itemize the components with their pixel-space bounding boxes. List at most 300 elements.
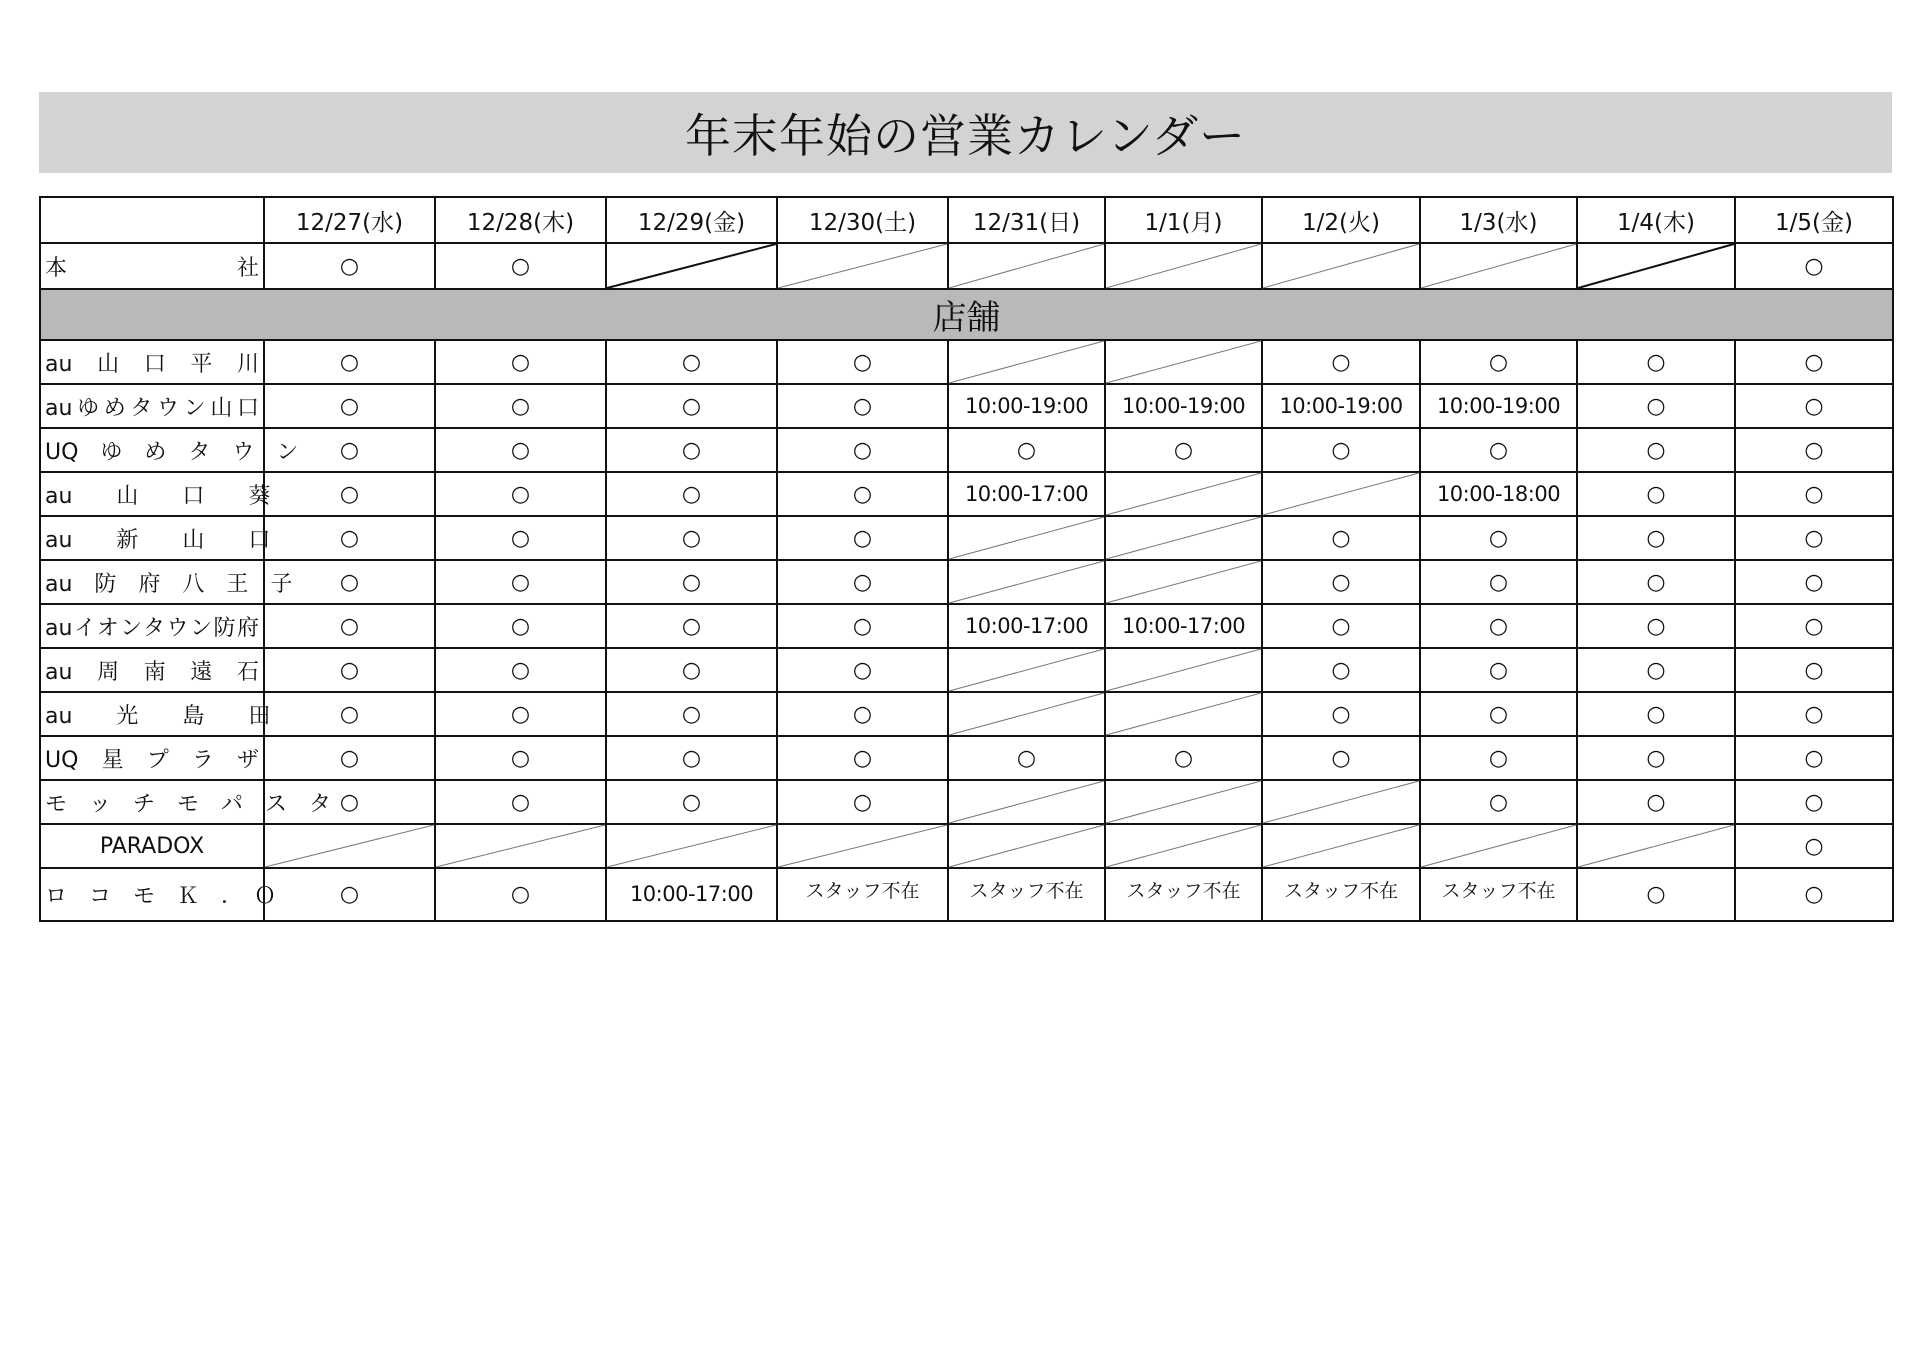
closed-slash-icon (949, 561, 1104, 603)
open-cell (435, 243, 606, 289)
open-cell (1577, 692, 1735, 736)
open-mark: ○ (1016, 437, 1037, 463)
closed-slash-icon (1421, 244, 1576, 288)
closed-slash-icon (1263, 781, 1419, 823)
open-cell (1420, 780, 1577, 824)
open-mark: ○ (510, 613, 531, 639)
closed-cell (1262, 780, 1420, 824)
closed-cell (948, 340, 1105, 384)
open-cell (1735, 384, 1893, 428)
closed-cell (1105, 516, 1262, 560)
open-cell (1577, 472, 1735, 516)
open-mark: ○ (852, 569, 873, 595)
closed-slash-icon (949, 825, 1104, 867)
store-name: UQ 星 プ ラ ザ (40, 736, 264, 780)
store-name: au 新 山 口 (40, 516, 264, 560)
store-row (40, 472, 1893, 516)
open-mark: ○ (852, 745, 873, 771)
open-mark: ○ (1804, 789, 1824, 815)
open-cell (264, 384, 435, 428)
closed-cell (1105, 780, 1262, 824)
open-cell (948, 736, 1105, 780)
open-cell (1262, 604, 1420, 648)
open-mark: ○ (1331, 745, 1351, 771)
closed-slash-icon (1263, 473, 1419, 515)
closed-cell (777, 243, 948, 289)
closed-cell (1105, 824, 1262, 868)
hours-cell (948, 384, 1105, 428)
open-cell (1735, 604, 1893, 648)
store-row (40, 736, 1893, 780)
open-mark: ○ (339, 253, 360, 279)
closed-slash-icon (1106, 781, 1261, 823)
open-mark: ○ (339, 437, 360, 463)
open-cell (1420, 340, 1577, 384)
open-mark: ○ (1331, 701, 1351, 727)
business-hours: 10:00-18:00 (1436, 481, 1561, 506)
closed-slash-icon (1106, 517, 1261, 559)
date-header: 12/29(金) (606, 197, 777, 243)
open-mark: ○ (1488, 657, 1509, 683)
store-name: ロ コ モ Ｋ ． Ｏ (40, 868, 264, 921)
open-mark: ○ (1488, 745, 1509, 771)
open-cell (606, 428, 777, 472)
closed-slash-icon (1106, 825, 1261, 867)
open-cell (264, 340, 435, 384)
staff-absent-cell (1105, 868, 1262, 921)
open-mark: ○ (1488, 349, 1509, 375)
staff-absent-cell (1420, 868, 1577, 921)
closed-slash-icon (1106, 341, 1261, 383)
open-mark: ○ (339, 569, 360, 595)
open-cell (1735, 780, 1893, 824)
open-cell (1735, 648, 1893, 692)
closed-slash-icon (949, 517, 1104, 559)
closed-cell (948, 824, 1105, 868)
open-cell (777, 340, 948, 384)
closed-slash-icon (1578, 825, 1734, 867)
closed-cell (1105, 340, 1262, 384)
open-cell (1420, 560, 1577, 604)
closed-cell (1105, 472, 1262, 516)
open-mark: ○ (1331, 569, 1351, 595)
staff-absent-note: スタッフ不在 (1126, 880, 1241, 902)
open-cell (1577, 428, 1735, 472)
open-cell (777, 648, 948, 692)
open-mark: ○ (681, 349, 702, 375)
open-mark: ○ (852, 437, 873, 463)
open-cell (435, 516, 606, 560)
open-cell (435, 384, 606, 428)
open-cell (264, 472, 435, 516)
open-mark: ○ (852, 789, 873, 815)
open-cell (264, 780, 435, 824)
open-mark: ○ (339, 657, 360, 683)
open-cell (264, 428, 435, 472)
open-mark: ○ (1804, 882, 1824, 907)
open-cell (777, 780, 948, 824)
hq-name: 本 社 (40, 243, 264, 289)
open-mark: ○ (1804, 349, 1824, 375)
store-name: au 防 府 八 王 子 (40, 560, 264, 604)
closed-slash-icon (1106, 244, 1261, 288)
closed-slash-icon (1263, 244, 1419, 288)
open-cell (1262, 560, 1420, 604)
open-mark: ○ (681, 481, 702, 507)
open-mark: ○ (339, 349, 360, 375)
open-cell (1105, 428, 1262, 472)
business-hours: 10:00-17:00 (964, 481, 1089, 506)
open-cell (777, 472, 948, 516)
header-corner (40, 197, 264, 243)
closed-cell (948, 243, 1105, 289)
open-cell (264, 648, 435, 692)
store-row (40, 428, 1893, 472)
open-cell (264, 604, 435, 648)
open-cell (435, 428, 606, 472)
open-mark: ○ (1646, 789, 1666, 815)
open-mark: ○ (339, 789, 360, 815)
open-mark: ○ (1488, 789, 1509, 815)
hours-cell (1420, 384, 1577, 428)
open-cell (1420, 692, 1577, 736)
store-row (40, 604, 1893, 648)
open-mark: ○ (339, 745, 360, 771)
open-cell (606, 472, 777, 516)
open-cell (606, 648, 777, 692)
open-cell (1420, 604, 1577, 648)
closed-cell (1577, 824, 1735, 868)
open-cell (435, 736, 606, 780)
open-cell (777, 736, 948, 780)
open-cell (1262, 516, 1420, 560)
open-cell (1577, 868, 1735, 921)
open-cell (606, 604, 777, 648)
open-cell (435, 692, 606, 736)
open-cell (1262, 428, 1420, 472)
open-cell (264, 736, 435, 780)
business-hours: 10:00-19:00 (1121, 393, 1246, 418)
hours-cell (1420, 472, 1577, 516)
closed-cell (1420, 824, 1577, 868)
date-header: 12/31(日) (948, 197, 1105, 243)
business-hours: 10:00-19:00 (964, 393, 1089, 418)
closed-cell (1577, 243, 1735, 289)
open-mark: ○ (510, 745, 531, 771)
store-name: UQ ゆ め タ ウ ン (40, 428, 264, 472)
open-cell (1577, 340, 1735, 384)
closed-cell (948, 560, 1105, 604)
open-mark: ○ (852, 349, 873, 375)
open-cell (1262, 340, 1420, 384)
open-mark: ○ (1331, 349, 1351, 375)
business-hours: 10:00-19:00 (1279, 393, 1403, 418)
open-mark: ○ (1804, 253, 1824, 279)
open-cell (264, 868, 435, 921)
open-cell (606, 692, 777, 736)
open-mark: ○ (681, 657, 702, 683)
open-mark: ○ (1804, 745, 1824, 771)
open-mark: ○ (339, 701, 360, 727)
open-mark: ○ (339, 525, 360, 551)
store-row (40, 384, 1893, 428)
hours-cell (948, 604, 1105, 648)
open-cell (606, 516, 777, 560)
closed-slash-icon (949, 244, 1104, 288)
open-mark: ○ (681, 569, 702, 595)
open-cell (606, 384, 777, 428)
page-title: 年末年始の営業カレンダー (39, 92, 1892, 173)
store-name: モ ッ チ モ パ ス タ (40, 780, 264, 824)
store-row (40, 648, 1893, 692)
closed-cell (1105, 243, 1262, 289)
open-mark: ○ (1646, 481, 1666, 507)
open-mark: ○ (510, 349, 531, 375)
open-mark: ○ (1646, 525, 1666, 551)
open-cell (435, 340, 606, 384)
open-cell (1577, 384, 1735, 428)
open-cell (1577, 516, 1735, 560)
open-cell (777, 516, 948, 560)
open-mark: ○ (510, 701, 531, 727)
closed-cell (1105, 560, 1262, 604)
store-name: au 光 島 田 (40, 692, 264, 736)
hq-row (40, 243, 1893, 289)
open-cell (264, 560, 435, 604)
closed-slash-icon (436, 825, 605, 867)
open-mark: ○ (852, 613, 873, 639)
open-cell (1735, 736, 1893, 780)
closed-slash-icon (1106, 561, 1261, 603)
staff-absent-cell (777, 868, 948, 921)
date-header: 12/27(水) (264, 197, 435, 243)
hours-cell (1105, 384, 1262, 428)
store-name: au 山 口 葵 (40, 472, 264, 516)
closed-slash-icon (1263, 825, 1419, 867)
open-mark: ○ (681, 701, 702, 727)
open-mark: ○ (1804, 393, 1824, 419)
store-row (40, 824, 1893, 868)
open-cell (435, 868, 606, 921)
hours-cell (948, 472, 1105, 516)
open-cell (1735, 516, 1893, 560)
staff-absent-cell (1262, 868, 1420, 921)
closed-cell (435, 824, 606, 868)
open-mark: ○ (1646, 349, 1666, 375)
date-header: 1/2(火) (1262, 197, 1420, 243)
open-mark: ○ (1173, 745, 1194, 771)
open-cell (264, 692, 435, 736)
closed-cell (948, 648, 1105, 692)
open-mark: ○ (510, 525, 531, 551)
open-mark: ○ (1804, 657, 1824, 683)
open-cell (777, 692, 948, 736)
closed-cell (948, 692, 1105, 736)
open-cell (1735, 340, 1893, 384)
open-cell (948, 428, 1105, 472)
calendar-table (39, 196, 1894, 922)
open-cell (1420, 648, 1577, 692)
closed-cell (948, 780, 1105, 824)
closed-slash-icon (778, 825, 947, 867)
store-name: auイオンタウン防府 (40, 604, 264, 648)
open-mark: ○ (510, 481, 531, 507)
open-mark: ○ (1488, 437, 1509, 463)
staff-absent-cell (948, 868, 1105, 921)
closed-slash-icon (1421, 825, 1576, 867)
open-mark: ○ (1646, 393, 1666, 419)
closed-slash-icon (778, 244, 947, 288)
open-mark: ○ (1646, 569, 1666, 595)
open-cell (606, 560, 777, 604)
open-mark: ○ (1331, 657, 1351, 683)
open-cell (1262, 692, 1420, 736)
open-cell (1735, 472, 1893, 516)
closed-cell (948, 516, 1105, 560)
store-name: PARADOX (40, 824, 264, 868)
open-cell (435, 648, 606, 692)
open-mark: ○ (852, 525, 873, 551)
open-cell (777, 428, 948, 472)
staff-absent-note: スタッフ不在 (969, 880, 1084, 902)
open-cell (1577, 736, 1735, 780)
store-row (40, 868, 1893, 921)
closed-cell (1105, 648, 1262, 692)
open-mark: ○ (1646, 613, 1666, 639)
date-header: 1/1(月) (1105, 197, 1262, 243)
open-mark: ○ (339, 613, 360, 639)
hours-cell (1262, 384, 1420, 428)
date-header-row (40, 197, 1893, 243)
hours-cell (606, 868, 777, 921)
open-mark: ○ (1488, 613, 1509, 639)
closed-slash-icon (265, 825, 434, 867)
open-cell (1577, 780, 1735, 824)
closed-cell (1262, 472, 1420, 516)
open-cell (606, 340, 777, 384)
open-mark: ○ (1488, 525, 1509, 551)
open-mark: ○ (1331, 525, 1351, 551)
open-cell (435, 780, 606, 824)
staff-absent-note: スタッフ不在 (1441, 880, 1556, 902)
open-mark: ○ (681, 745, 702, 771)
store-name: auゆめタウン山口 (40, 384, 264, 428)
open-cell (1577, 604, 1735, 648)
staff-absent-note: スタッフ不在 (805, 880, 920, 902)
open-mark: ○ (681, 525, 702, 551)
open-cell (1577, 560, 1735, 604)
closed-slash-icon (1106, 473, 1261, 515)
store-row (40, 692, 1893, 736)
closed-cell (1105, 692, 1262, 736)
closed-slash-icon (1106, 649, 1261, 691)
closed-cell (1262, 824, 1420, 868)
open-cell (1262, 736, 1420, 780)
closed-cell (606, 824, 777, 868)
open-cell (1735, 560, 1893, 604)
open-mark: ○ (1804, 437, 1824, 463)
store-name: au 山 口 平 川 (40, 340, 264, 384)
open-cell (264, 516, 435, 560)
business-hours: 10:00-17:00 (964, 613, 1089, 638)
open-cell (1420, 428, 1577, 472)
open-mark: ○ (510, 393, 531, 419)
open-cell (1735, 428, 1893, 472)
store-row (40, 560, 1893, 604)
date-header: 1/4(木) (1577, 197, 1735, 243)
open-cell (264, 243, 435, 289)
store-row (40, 516, 1893, 560)
closed-slash-icon (949, 781, 1104, 823)
open-cell (435, 560, 606, 604)
closed-slash-icon (949, 649, 1104, 691)
open-mark: ○ (1646, 882, 1666, 907)
closed-cell (1420, 243, 1577, 289)
open-cell (1735, 824, 1893, 868)
open-cell (606, 736, 777, 780)
open-cell (435, 604, 606, 648)
open-mark: ○ (681, 393, 702, 419)
closed-cell (777, 824, 948, 868)
hours-cell (1105, 604, 1262, 648)
open-mark: ○ (1488, 701, 1509, 727)
closed-slash-icon (1578, 244, 1734, 288)
date-header: 1/5(金) (1735, 197, 1893, 243)
date-header: 1/3(水) (1420, 197, 1577, 243)
closed-cell (606, 243, 777, 289)
open-mark: ○ (510, 437, 531, 463)
open-cell (606, 780, 777, 824)
open-mark: ○ (339, 882, 360, 907)
closed-cell (1262, 243, 1420, 289)
open-mark: ○ (681, 789, 702, 815)
store-row (40, 340, 1893, 384)
open-mark: ○ (1804, 833, 1824, 859)
open-mark: ○ (1804, 525, 1824, 551)
open-cell (777, 384, 948, 428)
open-mark: ○ (1646, 701, 1666, 727)
open-mark: ○ (852, 481, 873, 507)
closed-slash-icon (949, 341, 1104, 383)
open-mark: ○ (510, 253, 531, 279)
open-cell (1735, 243, 1893, 289)
open-cell (777, 604, 948, 648)
open-cell (435, 472, 606, 516)
open-mark: ○ (1331, 437, 1351, 463)
open-cell (1420, 736, 1577, 780)
open-mark: ○ (1646, 657, 1666, 683)
closed-slash-icon (949, 693, 1104, 735)
open-mark: ○ (1646, 437, 1666, 463)
open-mark: ○ (1646, 745, 1666, 771)
open-mark: ○ (681, 437, 702, 463)
open-cell (1735, 692, 1893, 736)
section-row (40, 289, 1893, 340)
open-mark: ○ (510, 657, 531, 683)
open-mark: ○ (852, 393, 873, 419)
closed-slash-icon (607, 244, 776, 288)
date-header: 12/28(木) (435, 197, 606, 243)
open-mark: ○ (1488, 569, 1509, 595)
open-mark: ○ (1804, 481, 1824, 507)
open-mark: ○ (1173, 437, 1194, 463)
date-header: 12/30(土) (777, 197, 948, 243)
open-mark: ○ (1016, 745, 1037, 771)
store-name: au 周 南 遠 石 (40, 648, 264, 692)
business-hours: 10:00-17:00 (1121, 613, 1246, 638)
open-mark: ○ (681, 613, 702, 639)
open-mark: ○ (1804, 701, 1824, 727)
